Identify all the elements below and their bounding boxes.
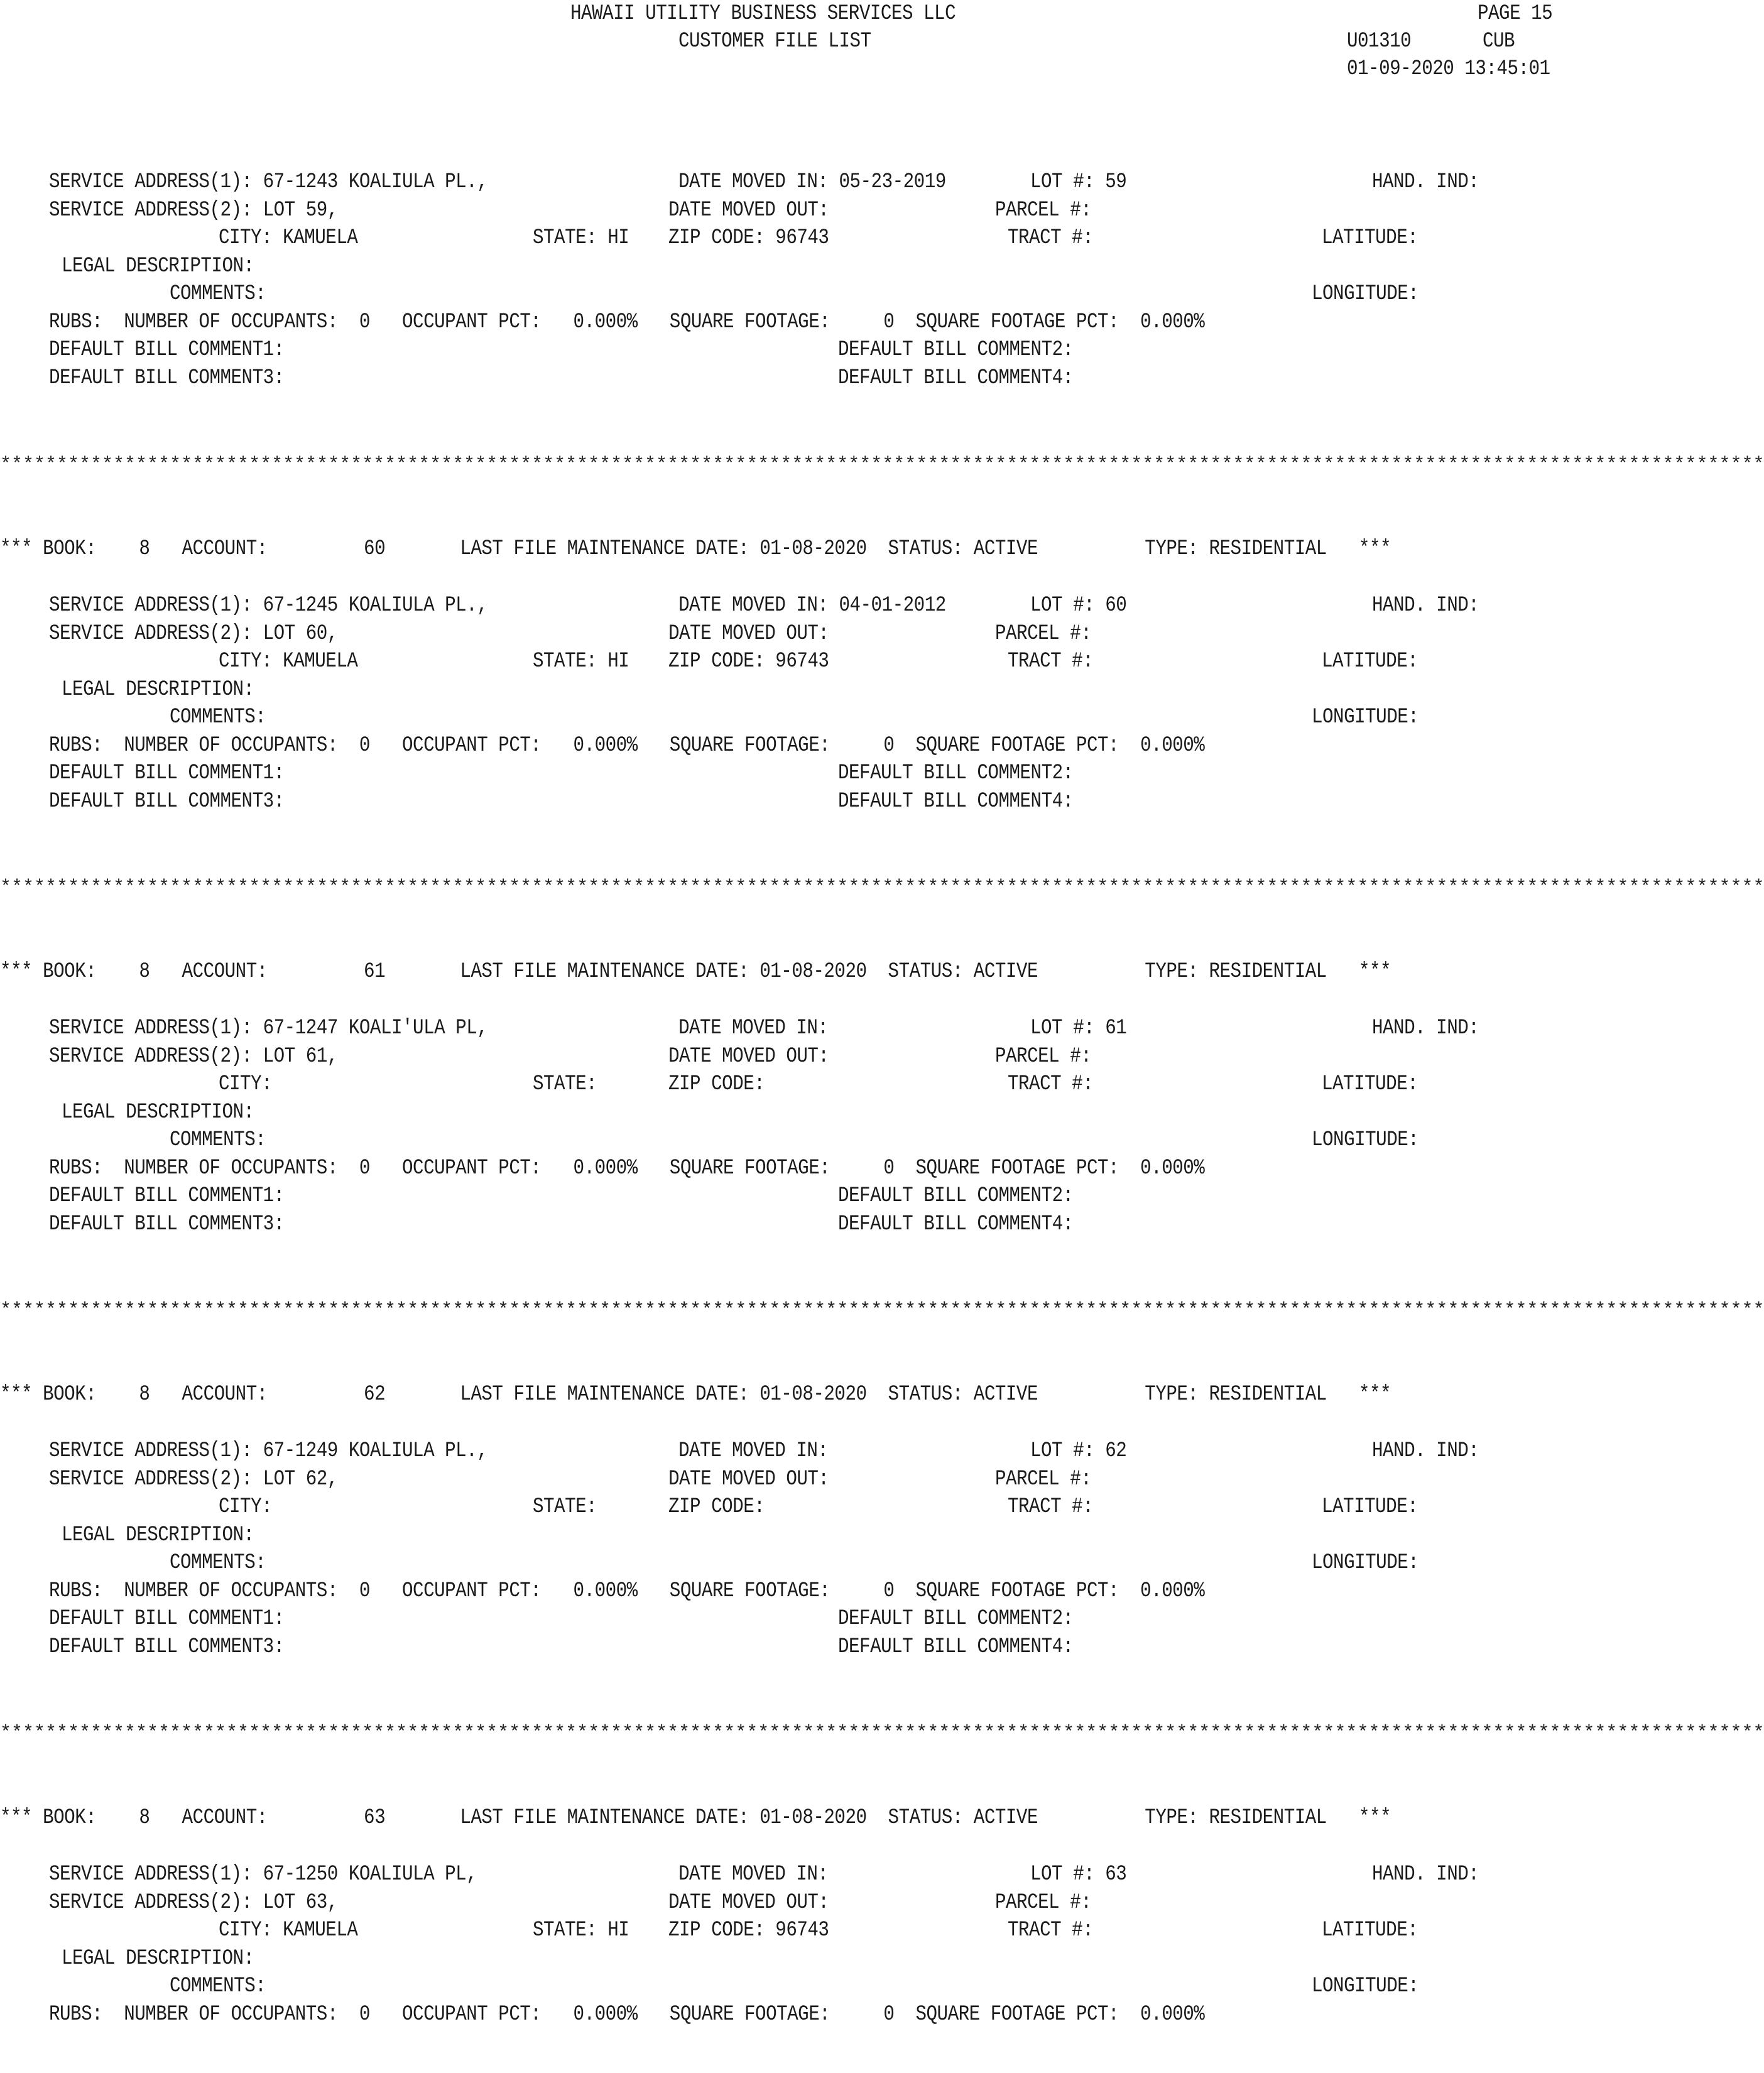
default-bill-comment3: DEFAULT BILL COMMENT3:: [49, 366, 285, 390]
hand-ind-label: HAND. IND:: [1372, 1863, 1479, 1886]
rubs-line: RUBS: NUMBER OF OCCUPANTS: 0 OCCUPANT PCT: 0.000% SQUARE FOOTAGE: 0 SQUARE FOOTAGE PCT: 0.000%: [49, 1579, 1205, 1603]
latitude-label: LATITUDE:: [1322, 650, 1418, 673]
default-bill-comment4: DEFAULT BILL COMMENT4:: [838, 366, 1074, 390]
date-moved-in: DATE MOVED IN:: [678, 1863, 829, 1886]
default-bill-comment4: DEFAULT BILL COMMENT4:: [838, 1635, 1074, 1659]
lot-number: LOT #: 61: [1030, 1016, 1127, 1040]
default-bill-comment2: DEFAULT BILL COMMENT2:: [838, 1184, 1074, 1208]
default-bill-comment2: DEFAULT BILL COMMENT2:: [838, 761, 1074, 785]
legal-description-label: LEGAL DESCRIPTION:: [62, 1947, 254, 1971]
city-field: CITY: KAMUELA: [219, 1918, 358, 1942]
default-bill-comment2: DEFAULT BILL COMMENT2:: [838, 338, 1074, 362]
system-code: CUB: [1483, 30, 1515, 53]
company-name: HAWAII UTILITY BUSINESS SERVICES LLC: [570, 2, 956, 26]
city-field: CITY: KAMUELA: [219, 650, 358, 673]
date-moved-in: DATE MOVED IN:: [678, 1016, 829, 1040]
comments-label: COMMENTS:: [170, 705, 266, 729]
legal-description-label: LEGAL DESCRIPTION:: [62, 1523, 254, 1547]
default-bill-comment2: DEFAULT BILL COMMENT2:: [838, 1607, 1074, 1631]
city-field: CITY:: [219, 1495, 273, 1519]
date-moved-out: DATE MOVED OUT:: [668, 1891, 829, 1915]
default-bill-comment3: DEFAULT BILL COMMENT3:: [49, 1635, 285, 1659]
state-field: STATE: HI: [533, 650, 629, 673]
latitude-label: LATITUDE:: [1322, 1495, 1418, 1519]
zip-code-field: ZIP CODE: 96743: [668, 1918, 829, 1942]
state-field: STATE:: [533, 1495, 597, 1519]
city-field: CITY:: [219, 1072, 273, 1096]
service-address-2: SERVICE ADDRESS(2): LOT 59,: [49, 199, 338, 222]
default-bill-comment1: DEFAULT BILL COMMENT1:: [49, 1607, 285, 1631]
date-moved-out: DATE MOVED OUT:: [668, 199, 829, 222]
comments-label: COMMENTS:: [170, 1128, 266, 1152]
comments-label: COMMENTS:: [170, 1551, 266, 1575]
date-moved-out: DATE MOVED OUT:: [668, 1045, 829, 1069]
separator-stars: ************************************************************************************************************************************************************: [0, 1300, 1764, 1321]
latitude-label: LATITUDE:: [1322, 226, 1418, 250]
lot-number: LOT #: 62: [1030, 1439, 1127, 1463]
longitude-label: LONGITUDE:: [1312, 1974, 1419, 1998]
city-field: CITY: KAMUELA: [219, 226, 358, 250]
hand-ind-label: HAND. IND:: [1372, 1016, 1479, 1040]
record-header-line: *** BOOK: 8 ACCOUNT: 63 LAST FILE MAINTENANCE DATE: 01-08-2020 STATUS: ACTIVE TYPE: RESIDENTIAL ***: [0, 1806, 1391, 1830]
page-number: PAGE 15: [1478, 2, 1553, 26]
service-address-1: SERVICE ADDRESS(1): 67-1250 KOALIULA PL,: [49, 1863, 477, 1886]
record-header-line: *** BOOK: 8 ACCOUNT: 60 LAST FILE MAINTENANCE DATE: 01-08-2020 STATUS: ACTIVE TYPE: RESIDENTIAL ***: [0, 537, 1391, 561]
parcel-number: PARCEL #:: [995, 1891, 1092, 1915]
default-bill-comment1: DEFAULT BILL COMMENT1:: [49, 1184, 285, 1208]
default-bill-comment1: DEFAULT BILL COMMENT1:: [49, 761, 285, 785]
separator-stars: ************************************************************************************************************************************************************: [0, 1722, 1764, 1744]
state-field: STATE:: [533, 1072, 597, 1096]
hand-ind-label: HAND. IND:: [1372, 594, 1479, 618]
state-field: STATE: HI: [533, 1918, 629, 1942]
service-address-2: SERVICE ADDRESS(2): LOT 61,: [49, 1045, 338, 1069]
zip-code-field: ZIP CODE: 96743: [668, 226, 829, 250]
record-separator: [0, 1300, 1764, 1321]
zip-code-field: ZIP CODE:: [668, 1072, 765, 1096]
legal-description-label: LEGAL DESCRIPTION:: [62, 678, 254, 702]
record-header-line: *** BOOK: 8 ACCOUNT: 61 LAST FILE MAINTENANCE DATE: 01-08-2020 STATUS: ACTIVE TYPE: RESIDENTIAL ***: [0, 960, 1391, 984]
latitude-label: LATITUDE:: [1322, 1918, 1418, 1942]
comments-label: COMMENTS:: [170, 282, 266, 306]
parcel-number: PARCEL #:: [995, 622, 1092, 646]
tract-number: TRACT #:: [1008, 1072, 1094, 1096]
date-moved-out: DATE MOVED OUT:: [668, 1467, 829, 1491]
lot-number: LOT #: 59: [1030, 170, 1127, 194]
date-moved-in: DATE MOVED IN:: [678, 1439, 829, 1463]
longitude-label: LONGITUDE:: [1312, 1128, 1419, 1152]
record-separator: [0, 1722, 1764, 1744]
longitude-label: LONGITUDE:: [1312, 282, 1419, 306]
record-separator: [0, 454, 1764, 476]
legal-description-label: LEGAL DESCRIPTION:: [62, 1101, 254, 1124]
rubs-line: RUBS: NUMBER OF OCCUPANTS: 0 OCCUPANT PCT: 0.000% SQUARE FOOTAGE: 0 SQUARE FOOTAGE PCT: 0.000%: [49, 310, 1205, 334]
date-moved-in: DATE MOVED IN: 04-01-2012: [678, 594, 946, 618]
service-address-1: SERVICE ADDRESS(1): 67-1245 KOALIULA PL.,: [49, 594, 488, 618]
separator-stars: ************************************************************************************************************************************************************: [0, 877, 1764, 898]
tract-number: TRACT #:: [1008, 650, 1094, 673]
lot-number: LOT #: 63: [1030, 1863, 1127, 1886]
service-address-1: SERVICE ADDRESS(1): 67-1243 KOALIULA PL.,: [49, 170, 488, 194]
default-bill-comment3: DEFAULT BILL COMMENT3:: [49, 1212, 285, 1236]
tract-number: TRACT #:: [1008, 1495, 1094, 1519]
service-address-1: SERVICE ADDRESS(1): 67-1249 KOALIULA PL.,: [49, 1439, 488, 1463]
parcel-number: PARCEL #:: [995, 1467, 1092, 1491]
service-address-2: SERVICE ADDRESS(2): LOT 63,: [49, 1891, 338, 1915]
hand-ind-label: HAND. IND:: [1372, 170, 1479, 194]
report-code: U01310: [1347, 30, 1412, 53]
parcel-number: PARCEL #:: [995, 1045, 1092, 1069]
longitude-label: LONGITUDE:: [1312, 1551, 1419, 1575]
longitude-label: LONGITUDE:: [1312, 705, 1419, 729]
comments-label: COMMENTS:: [170, 1974, 266, 1998]
latitude-label: LATITUDE:: [1322, 1072, 1418, 1096]
record-separator: [0, 877, 1764, 898]
record-header-line: *** BOOK: 8 ACCOUNT: 62 LAST FILE MAINTENANCE DATE: 01-08-2020 STATUS: ACTIVE TYPE: RESIDENTIAL ***: [0, 1383, 1391, 1406]
default-bill-comment4: DEFAULT BILL COMMENT4:: [838, 1212, 1074, 1236]
service-address-2: SERVICE ADDRESS(2): LOT 62,: [49, 1467, 338, 1491]
date-moved-out: DATE MOVED OUT:: [668, 622, 829, 646]
service-address-2: SERVICE ADDRESS(2): LOT 60,: [49, 622, 338, 646]
legal-description-label: LEGAL DESCRIPTION:: [62, 254, 254, 278]
report-title: CUSTOMER FILE LIST: [678, 30, 871, 53]
zip-code-field: ZIP CODE:: [668, 1495, 765, 1519]
default-bill-comment1: DEFAULT BILL COMMENT1:: [49, 338, 285, 362]
lot-number: LOT #: 60: [1030, 594, 1127, 618]
parcel-number: PARCEL #:: [995, 199, 1092, 222]
state-field: STATE: HI: [533, 226, 629, 250]
separator-stars: ************************************************************************************************************************************************************: [0, 454, 1764, 476]
tract-number: TRACT #:: [1008, 226, 1094, 250]
service-address-1: SERVICE ADDRESS(1): 67-1247 KOALI'ULA PL,: [49, 1016, 488, 1040]
rubs-line: RUBS: NUMBER OF OCCUPANTS: 0 OCCUPANT PCT: 0.000% SQUARE FOOTAGE: 0 SQUARE FOOTAGE PCT: 0.000%: [49, 734, 1205, 758]
default-bill-comment4: DEFAULT BILL COMMENT4:: [838, 790, 1074, 813]
rubs-line: RUBS: NUMBER OF OCCUPANTS: 0 OCCUPANT PCT: 0.000% SQUARE FOOTAGE: 0 SQUARE FOOTAGE PCT: 0.000%: [49, 2003, 1205, 2027]
hand-ind-label: HAND. IND:: [1372, 1439, 1479, 1463]
zip-code-field: ZIP CODE: 96743: [668, 650, 829, 673]
tract-number: TRACT #:: [1008, 1918, 1094, 1942]
rubs-line: RUBS: NUMBER OF OCCUPANTS: 0 OCCUPANT PCT: 0.000% SQUARE FOOTAGE: 0 SQUARE FOOTAGE PCT: 0.000%: [49, 1156, 1205, 1180]
date-moved-in: DATE MOVED IN: 05-23-2019: [678, 170, 946, 194]
run-datetime: 01-09-2020 13:45:01: [1347, 57, 1550, 81]
default-bill-comment3: DEFAULT BILL COMMENT3:: [49, 790, 285, 813]
